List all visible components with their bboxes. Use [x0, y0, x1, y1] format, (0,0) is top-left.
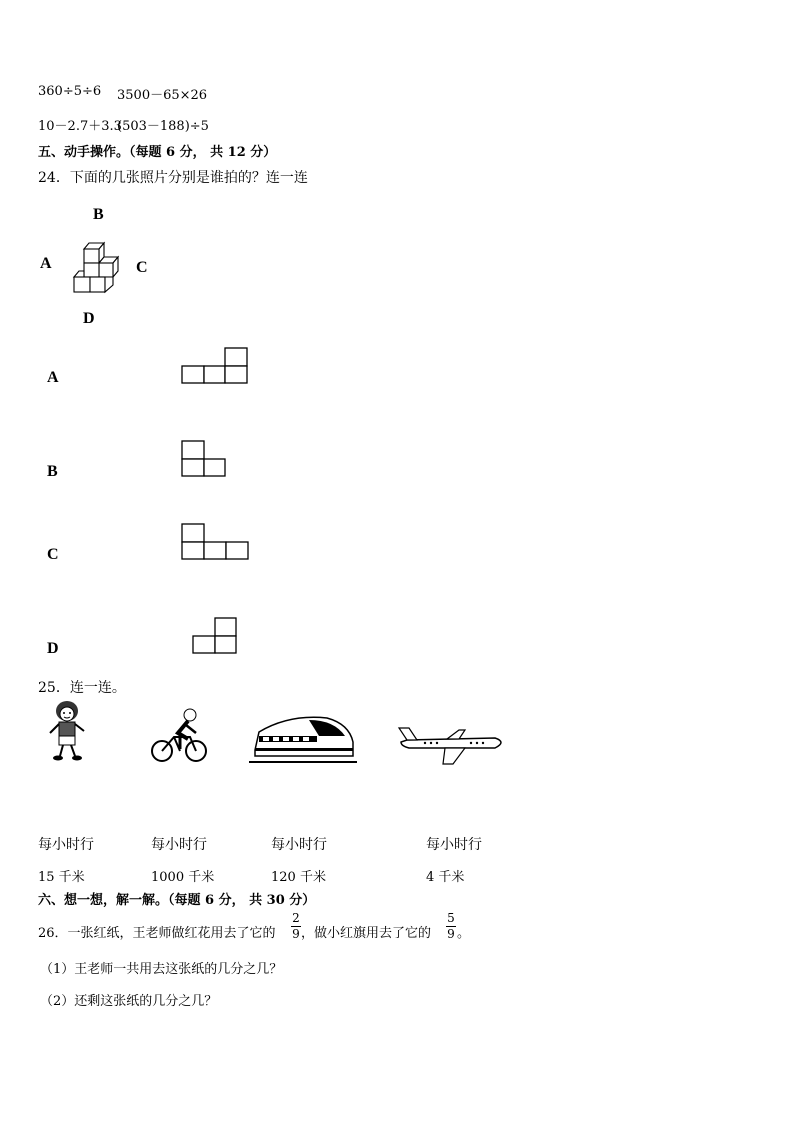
- question-26-text-middle: ，做小红旗用去了它的: [301, 926, 432, 941]
- question-26-text-start: 26．一张红纸，王老师做红花用去了它的: [38, 926, 276, 941]
- position-label-a: A: [40, 255, 52, 272]
- position-label-b: B: [93, 206, 104, 223]
- calc-expression-1: 360÷5÷6: [38, 84, 102, 99]
- view-label-c: C: [47, 546, 59, 563]
- speed-label-4: 每小时行: [426, 837, 482, 853]
- speed-value-1: 15 千米: [38, 870, 85, 885]
- question-26-sub-1: （1）王老师一共用去这张纸的几分之几？: [40, 962, 283, 977]
- fraction-numerator: 5: [447, 911, 455, 925]
- calc-expression-4: (503－188)÷5: [117, 119, 209, 134]
- section-6-title: 六、想一想，解一解。（每题 6 分， 共 30 分）: [38, 893, 316, 908]
- position-label-d: D: [83, 310, 95, 327]
- fraction-denominator: 9: [447, 927, 455, 941]
- speed-value-4: 4 千米: [426, 870, 465, 885]
- view-label-a: A: [47, 369, 59, 386]
- view-shape-d: [192, 617, 240, 655]
- speed-value-3: 120 千米: [271, 870, 326, 885]
- train-icon: [249, 712, 359, 767]
- position-label-c: C: [136, 259, 148, 276]
- section-5-title: 五、动手操作。（每题 6 分， 共 12 分）: [38, 145, 277, 160]
- fraction-numerator: 2: [292, 911, 300, 925]
- fraction-denominator: 9: [292, 927, 300, 941]
- view-shape-c: [181, 523, 251, 561]
- fraction-five-ninths: [446, 912, 456, 941]
- child-walking-icon: [46, 700, 88, 762]
- cyclist-icon: [150, 707, 210, 765]
- question-26-sub-2: （2）还剩这张纸的几分之几？: [40, 994, 218, 1009]
- view-shape-b: [181, 440, 229, 478]
- speed-label-3: 每小时行: [271, 837, 327, 853]
- calc-expression-2: 3500－65×26: [117, 88, 208, 103]
- speed-label-2: 每小时行: [151, 837, 207, 853]
- question-24-text: 24．下面的几张照片分别是谁拍的？连一连: [38, 170, 308, 186]
- speed-value-2: 1000 千米: [151, 870, 215, 885]
- question-26-text-end: 。: [457, 926, 471, 941]
- view-label-b: B: [47, 463, 58, 480]
- fraction-two-ninths: [291, 912, 301, 941]
- calc-expression-3: 10－2.7＋3.3: [38, 119, 122, 134]
- cube-stack-figure: [70, 240, 122, 295]
- speed-label-1: 每小时行: [38, 837, 94, 853]
- question-25-text: 25．连一连。: [38, 680, 126, 696]
- view-label-d: D: [47, 640, 59, 657]
- view-shape-a: [181, 347, 251, 385]
- airplane-icon: [395, 722, 510, 767]
